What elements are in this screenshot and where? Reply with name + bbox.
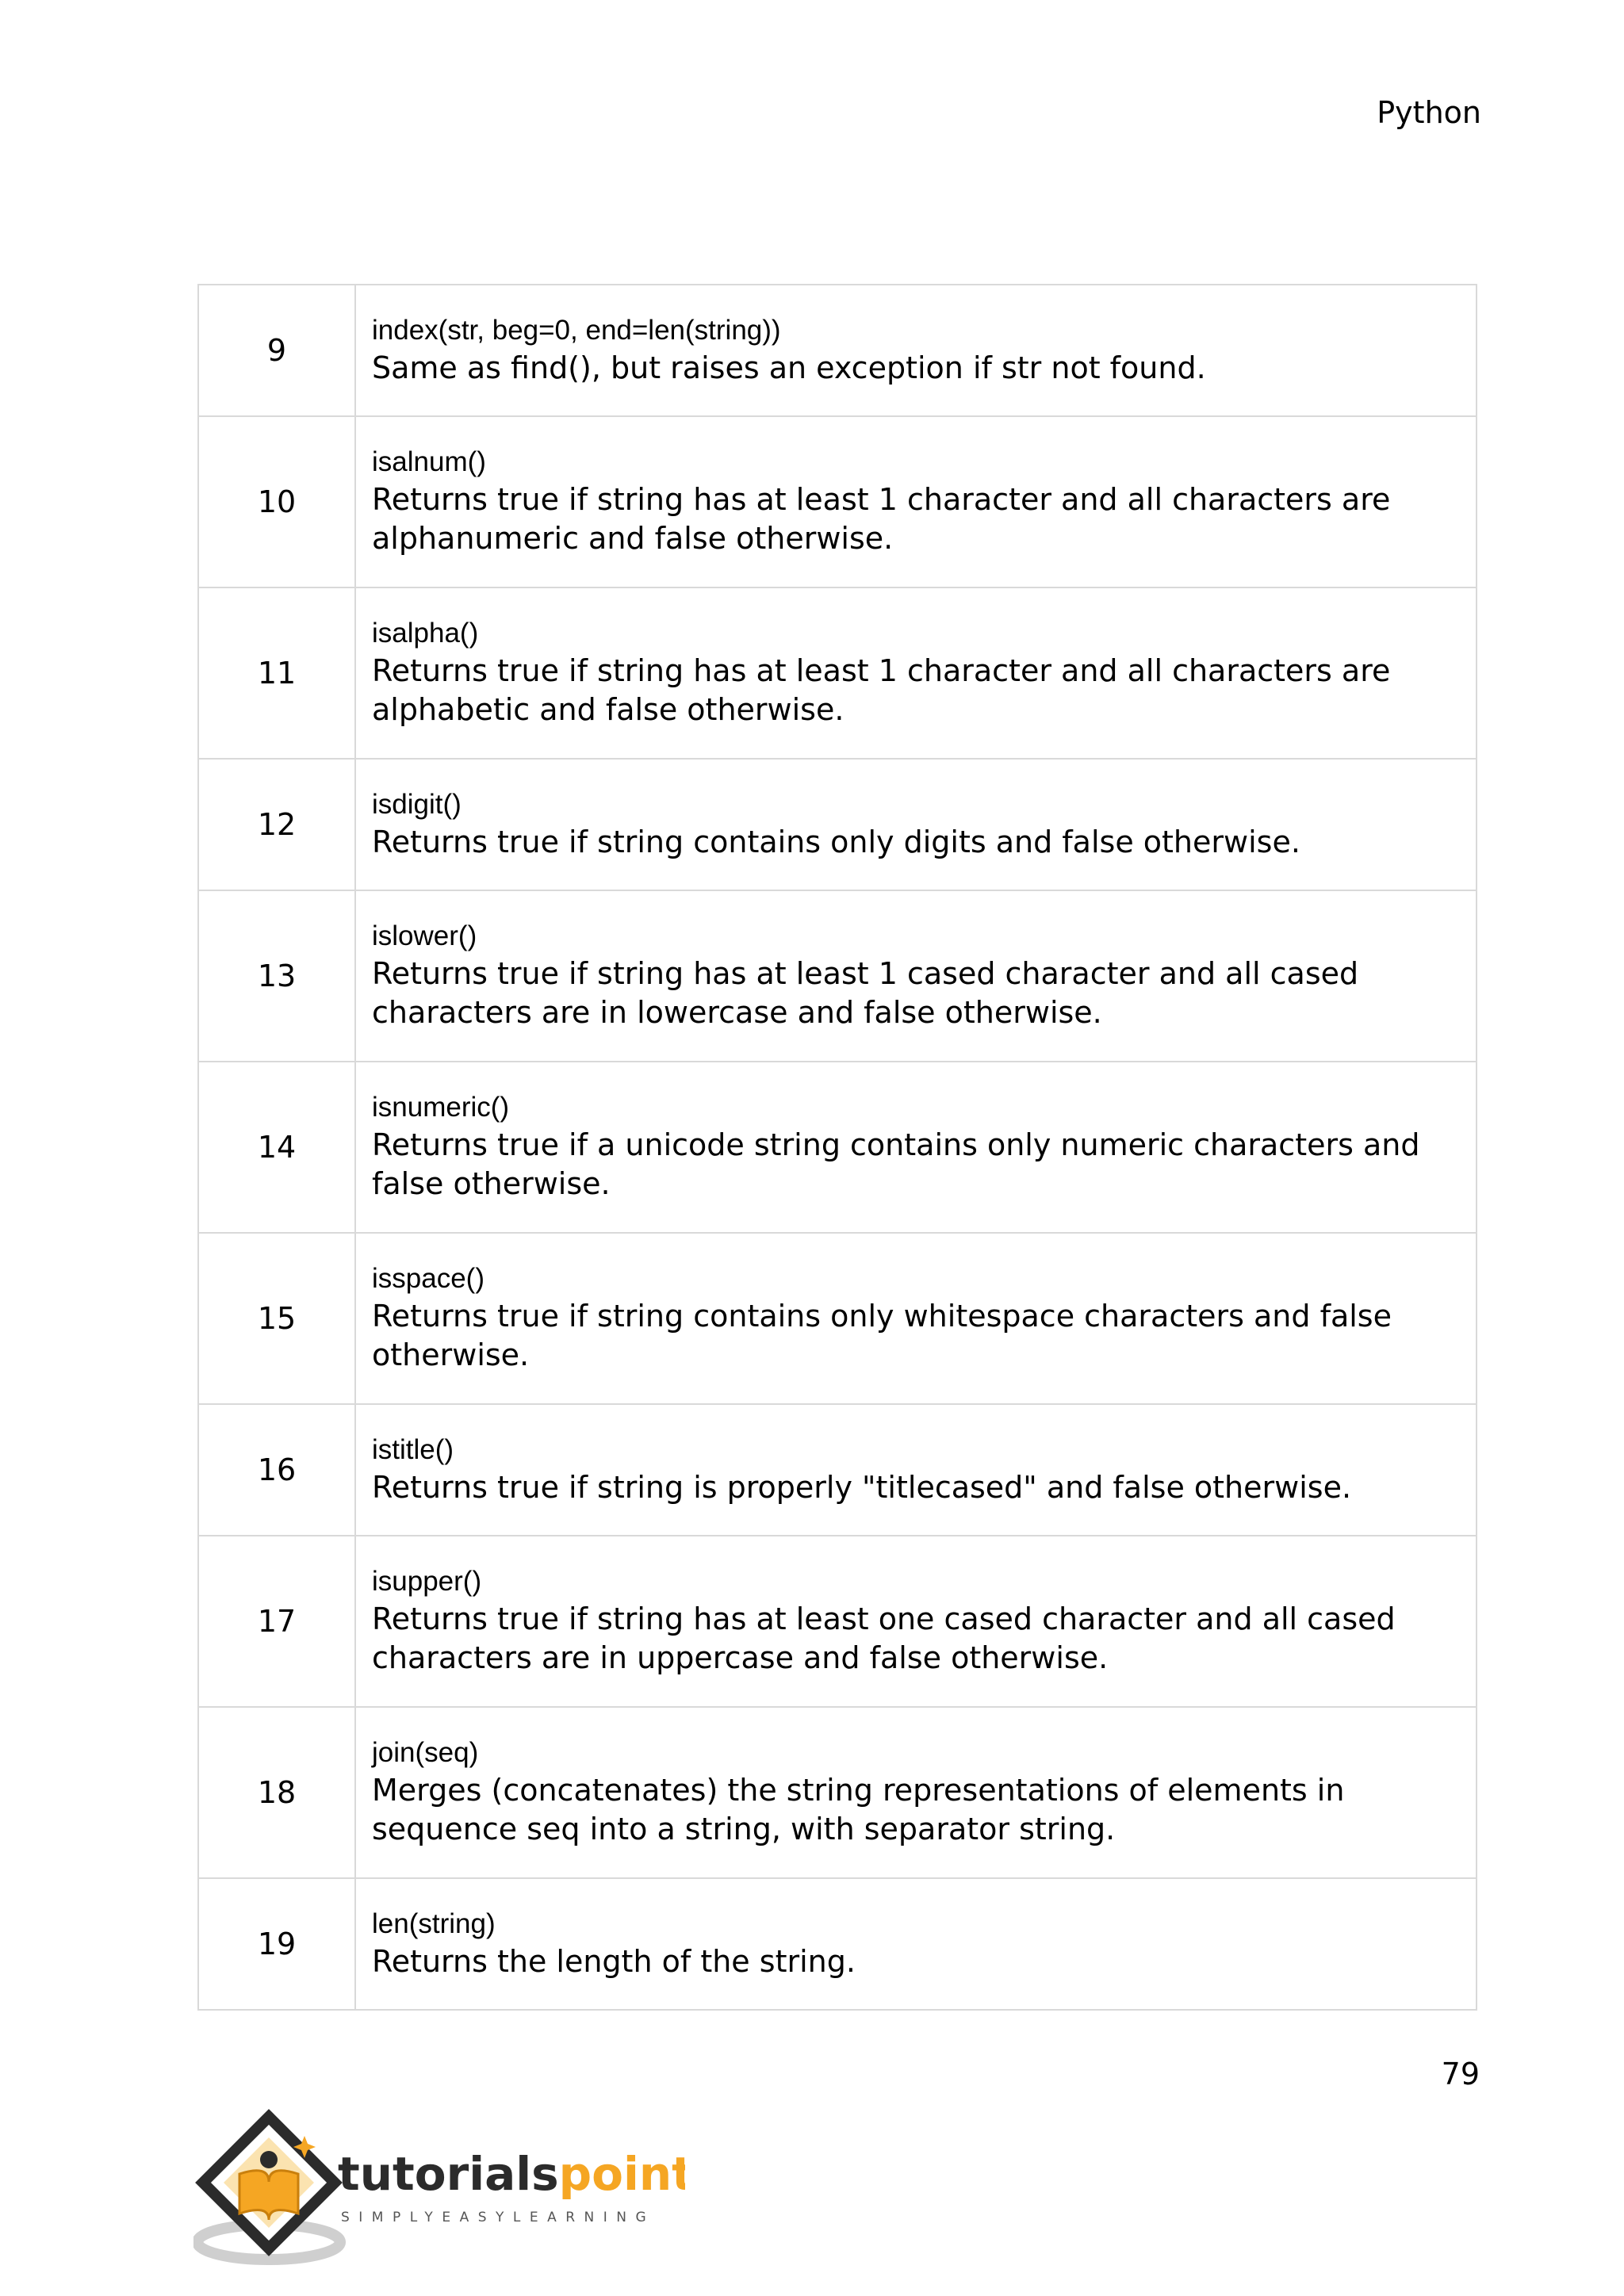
method-cell: [355, 1404, 1477, 1536]
method-description: Returns true if a unicode string contains only numeric characters and false otherwise.: [372, 1127, 1420, 1201]
method-cell: [355, 1062, 1477, 1233]
method-description: Returns true if string has at least 1 character and all characters are alphabetic and false otherwise.: [372, 653, 1391, 727]
method-name: join(seq): [372, 1737, 479, 1768]
method-name: isupper(): [372, 1566, 482, 1597]
row-number: 18: [198, 1707, 355, 1878]
row-number: 13: [198, 890, 355, 1062]
table-row: [198, 587, 1477, 759]
method-name: isspace(): [372, 1263, 485, 1294]
method-cell: [355, 1536, 1477, 1707]
method-cell: [355, 587, 1477, 759]
method-cell: [355, 759, 1477, 890]
method-description: Returns true if string is properly "titlecased" and false otherwise.: [372, 1469, 1352, 1505]
table-row: [198, 1404, 1477, 1536]
row-number: 11: [198, 587, 355, 759]
method-description: Same as find(), but raises an exception if str not found.: [372, 350, 1206, 385]
method-name: isalpha(): [372, 618, 479, 649]
table-row: [198, 416, 1477, 587]
table-row: [198, 1062, 1477, 1233]
logo-tagline: SIMPLYEASYLEARNING: [341, 2210, 656, 2225]
method-name: islower(): [372, 920, 477, 951]
table-row: [198, 285, 1477, 416]
table-row: [198, 1233, 1477, 1404]
string-methods-table: [197, 284, 1477, 2011]
reader-icon: [260, 2151, 278, 2168]
method-description: Returns true if string has at least 1 character and all characters are alphanumeric and false otherwise.: [372, 482, 1391, 556]
method-name: istitle(): [372, 1433, 454, 1465]
method-cell: [355, 1707, 1477, 1878]
method-name: index(str, beg=0, end=len(string)): [372, 314, 781, 346]
table-row: [198, 890, 1477, 1062]
table-row: [198, 1536, 1477, 1707]
method-description: Returns true if string has at least 1 cased character and all cased characters are in lowercase and false otherwise.: [372, 956, 1359, 1030]
page-number: 79: [1441, 2057, 1480, 2091]
row-number: 17: [198, 1536, 355, 1707]
method-description: Returns true if string has at least one cased character and all cased characters are in uppercase and false otherwise.: [372, 1601, 1396, 1675]
row-number: 9: [198, 285, 355, 416]
method-cell: [355, 1878, 1477, 2010]
logo-graphic: [193, 2109, 685, 2267]
running-header: Python: [1377, 95, 1481, 130]
logo-wordmark: tutorialspoint: [338, 2147, 685, 2201]
table-row: [198, 1878, 1477, 2010]
row-number: 12: [198, 759, 355, 890]
row-number: 14: [198, 1062, 355, 1233]
method-description: Returns true if string contains only digits and false otherwise.: [372, 824, 1300, 859]
row-number: 16: [198, 1404, 355, 1536]
method-cell: [355, 1233, 1477, 1404]
method-description: Returns the length of the string.: [372, 1943, 856, 1979]
method-name: isdigit(): [372, 788, 462, 820]
row-number: 15: [198, 1233, 355, 1404]
tutorialspoint-logo: [193, 2109, 685, 2267]
row-number: 10: [198, 416, 355, 587]
table-row: [198, 1707, 1477, 1878]
row-number: 19: [198, 1878, 355, 2010]
method-cell: [355, 285, 1477, 416]
method-cell: [355, 416, 1477, 587]
method-description: Returns true if string contains only whitespace characters and false otherwise.: [372, 1299, 1392, 1372]
table-row: [198, 759, 1477, 890]
method-name: isalnum(): [372, 446, 486, 477]
method-description: Merges (concatenates) the string representations of elements in sequence seq into a string, with separator string.: [372, 1773, 1345, 1846]
method-name: len(string): [372, 1908, 496, 1939]
method-name: isnumeric(): [372, 1092, 510, 1123]
method-cell: [355, 890, 1477, 1062]
